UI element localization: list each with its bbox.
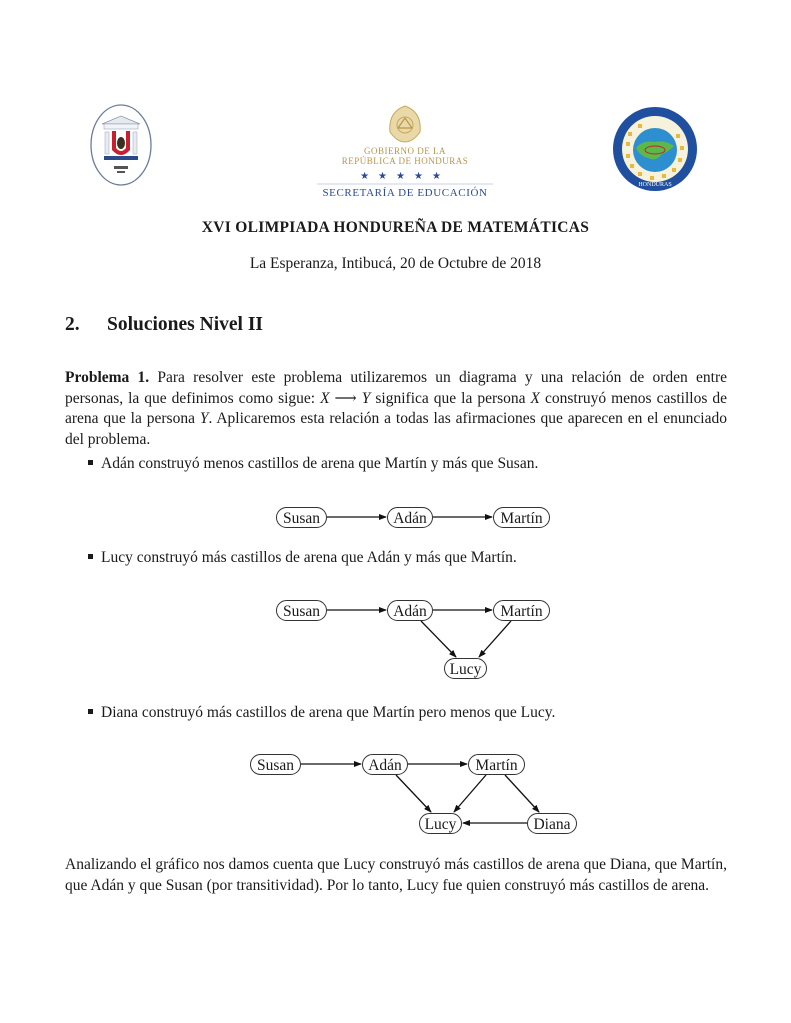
var-y: Y (361, 389, 371, 407)
section-title: Soluciones Nivel II (107, 314, 264, 335)
intro-text: significa que la persona (370, 389, 531, 407)
svg-text:HONDURAS: HONDURAS (638, 182, 672, 188)
node-martin: Martín (468, 754, 525, 775)
var-x: X (530, 389, 540, 407)
node-susan: Susan (276, 600, 327, 621)
bullet-text: Lucy construyó más castillos de arena que Adán y más que Martín. (101, 549, 517, 566)
node-adan: Adán (387, 600, 433, 621)
node-susan: Susan (250, 754, 301, 775)
node-martin: Martín (493, 507, 550, 528)
problem-label: Problema 1. (65, 369, 150, 386)
document-title: XVI OLIMPIADA HONDUREÑA DE MATEMÁTICAS (201, 219, 590, 236)
node-susan: Susan (276, 507, 327, 528)
bullet-text: Diana construyó más castillos de arena que Martín pero menos que Lucy. (101, 704, 556, 721)
conclusion-paragraph: Analizando el gráfico nos damos cuenta que Lucy construyó más castillos de arena que Diana, que Martín, que Adán y que Susan (por transitividad). Por lo tanto, Lucy fue quien construyó más castillos de arena. (65, 856, 727, 894)
svg-text:★★★★★: ★★★★★ (360, 171, 450, 182)
node-lucy: Lucy (419, 813, 462, 834)
node-adan: Adán (362, 754, 408, 775)
document-subtitle: La Esperanza, Intibucá, 20 de Octubre de 2018 (249, 255, 542, 272)
svg-text:SECRETARÍA DE EDUCACIÓN: SECRETARÍA DE EDUCACIÓN (322, 187, 488, 199)
intro-text: Para resolver este problema utilizaremos un diagrama y una relación de orden entre personas, la que definimos como sigue: (65, 369, 728, 407)
var-x: X (320, 389, 330, 407)
node-adan: Adán (387, 507, 433, 528)
svg-text:REPÚBLICA DE HONDURAS: REPÚBLICA DE HONDURAS (341, 156, 469, 166)
intro-text: construyó menos castillos de arena que la persona (65, 389, 727, 427)
node-martin: Martín (493, 600, 550, 621)
node-diana: Diana (527, 813, 577, 834)
intro-text: . Aplicaremos esta relación a todas las afirmaciones que aparecen en el enunciado del problema. (65, 410, 727, 448)
section-number: 2. (65, 314, 80, 335)
var-y: Y (199, 410, 209, 427)
bullet-text: Adán construyó menos castillos de arena que Martín y más que Susan. (101, 455, 539, 472)
arrow-symbol: ⟶ (329, 389, 362, 407)
node-lucy: Lucy (444, 658, 487, 679)
svg-text:GOBIERNO DE LA: GOBIERNO DE LA (364, 146, 446, 156)
